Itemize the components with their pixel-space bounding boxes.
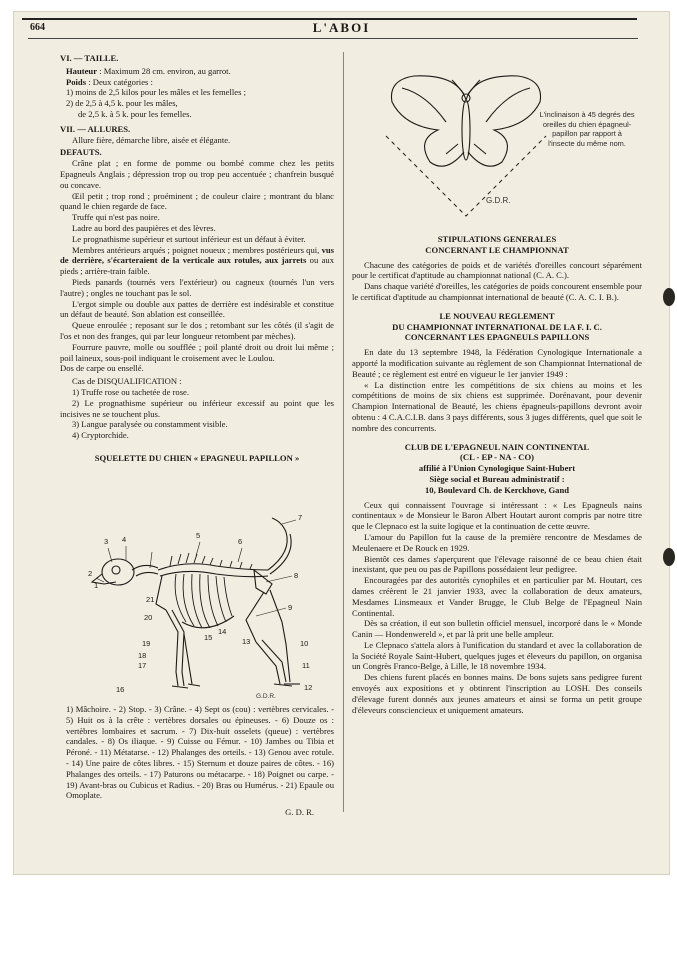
club-paragraph: Ceux qui connaissent l'ouvrage si intéressant : « Les Epagneuls nains continentaux » de Monsieur le Baron Albert Houtart auront compris par notre titre que le Clepnaco est la suite logique et la continuation de cette œuvre. [352, 499, 642, 532]
disqualification-item: 4) Cryptorchide. [72, 430, 129, 441]
defaut-paragraph: Le prognathisme supérieur et surtout inférieur est un défaut à éviter. [72, 233, 306, 244]
disqualification-item: 1) Truffe rose ou tachetée de rose. [72, 386, 190, 397]
defaut-paragraph: Fourrure pauvre, molle ou soufflée ; poil planté droit ou droit lui même ; poil laineux, sous-poil indiquant le croisement avec le Loulou. [60, 341, 334, 363]
skeleton-label: 4 [122, 535, 127, 544]
hauteur-label: Hauteur [66, 65, 98, 76]
club-paragraph: L'amour du Papillon fut la cause de la première rencontre de Mesdames de Meulenaere et De Rouck en 1929. [352, 531, 642, 553]
reglement-subtitle-2: CONCERNANT LES EPAGNEULS PAPILLONS [404, 332, 590, 343]
defaut-paragraph: Truffe qui n'est pas noire. [72, 212, 160, 223]
header-rule-bottom [28, 38, 638, 39]
poids-item-2a: 2) de 2,5 à 4,5 k. pour les mâles, [66, 98, 178, 109]
defaut-paragraph: Œil petit ; trop rond ; proéminent ; de couleur claire ; montrant du blanc quand le chien regarde de face. [60, 190, 334, 212]
skeleton-label: 7 [298, 513, 303, 522]
poids-line [60, 77, 334, 88]
skeleton-label: 5 [196, 531, 201, 540]
skeleton-label: 16 [116, 685, 125, 694]
stipulations-paragraph: Dans chaque variété d'oreilles, les catégories de poids concourent ensemble pour le certificat d'aptitude au championnat international de beauté (C. A. C. I. B.). [352, 281, 642, 302]
left-column [60, 53, 334, 464]
skeleton-signature: G.D.R. [256, 693, 276, 700]
club-paragraph: Le Clepnaco s'attela alors à l'unification du standard et avec la collaboration de la Société Royale Saint-Hubert, quelques juges et éleveurs du papillon, on organisa un Congrès Franco-Belge, à Lille, le 18 novembre 1934. [352, 639, 642, 672]
club-acronym: (CL - EP - NA - CO) [460, 452, 534, 463]
skeleton-label: 11 [302, 661, 310, 670]
skeleton-label: 14 [218, 627, 227, 636]
skeleton-label: 3 [104, 537, 109, 546]
stipulations-paragraph: Chacune des catégories de poids et de variétés d'oreilles concourt séparément pour le certificat d'aptitude au championnat national (C. A. C.). [352, 259, 642, 281]
club-title: CLUB DE L'EPAGNEUL NAIN CONTINENTAL [404, 441, 590, 452]
skeleton-label: 13 [242, 637, 251, 646]
defaut-paragraph: Queue enroulée ; reposant sur le dos ; retombant sur les côtés (il s'agit de l'os et non des franges, qui par leur longueur retombent par mèches). [60, 320, 334, 341]
skeleton-label: 18 [138, 651, 147, 660]
poids-label: Poids [66, 76, 87, 87]
club-address: 10, Boulevard Ch. de Kerckhove, Gand [424, 484, 570, 495]
skeleton-label: 8 [294, 571, 299, 580]
skeleton-label: 10 [300, 639, 309, 648]
signature: G. D. R. [285, 807, 314, 818]
skeleton-label: 15 [204, 633, 213, 642]
butterfly-ears-illustration [386, 70, 546, 220]
stipulations-subtitle: CONCERNANT LE CHAMPIONNAT [425, 244, 569, 255]
skeleton-legend [60, 704, 334, 818]
poids-item-1: 1) moins de 2,5 kilos pour les mâles et les femelles ; [66, 87, 246, 98]
butterfly-signature: G.D.R. [486, 196, 511, 205]
skeleton-label: 6 [238, 537, 243, 546]
skeleton-label: 1 [94, 581, 99, 590]
club-paragraph: Dès sa création, il eut son bulletin officiel mensuel, incorporé dans le « Monde Canin — Hondenwereld », et par là prit une belle ampleur. [352, 618, 642, 640]
skeleton-title: SQUELETTE DU CHIEN « EPAGNEUL PAPILLON » [94, 452, 300, 463]
allures-text: Allure fière, démarche libre, aisée et élégante. [72, 134, 231, 145]
defaut-paragraph: Dos de carpe ou ensellé. [60, 363, 144, 374]
skeleton-legend-text: 1) Mâchoire. - 2) Stop. - 3) Crâne. - 4) Sept os (cou) : vertèbres cervicales. - 5) Huit os à la crête : vertèbres dorsales ou épineuses. - 6) Douze os : vertèbres lombaires et sacrum. - 7) Dix-huit osselets (queue) : vertèbres candales. - 8) Os iliaque. - 9) Cuisse ou Fémur. - 10) Jambes ou Tibia et Péroné. - 11) Métatarse. - 12) Phalanges des orteils. - 13) Genou avec rotule. - 14) Une paire de côtes libres. - 15) Sternum et douze paires de côtes. - 16) Phalanges des orteils. - 17) Paturons ou métacarpe. - 18) Poignet ou carpe. - 19) Avant-bras ou Cubicus et Radius. - 20) Bras ou Humérus. - 21) Epaule ou Omoplate. [66, 704, 334, 801]
stipulations-title: STIPULATIONS GENERALES [437, 234, 557, 244]
butterfly-caption: L'inclinaison à 45 degrés des oreilles du chien épagneul-papillon par rapport à l'insecte du même nom. [539, 110, 635, 148]
poids-item-2b: de 2,5 k. à 5 k. pour les femelles. [78, 108, 192, 119]
membres-paragraph [60, 245, 334, 277]
reglement-title: LE NOUVEAU REGLEMENT [439, 310, 555, 321]
defauts-heading: DEFAUTS. [60, 147, 102, 158]
right-column [352, 234, 642, 715]
defaut-paragraph: L'ergot simple ou double aux pattes de derrière est indésirable et constitue un défaut de beauté. Son ablation est conseillée. [60, 298, 334, 320]
skeleton-label: 17 [138, 661, 147, 670]
defaut-paragraph: Pieds panards (tournés vers l'extérieur) ou cagneux (tournés l'un vers l'autre) ; ongles ne touchant pas le sol. [60, 276, 334, 298]
journal-title: L'ABOI [312, 20, 371, 35]
binding-hole [663, 288, 675, 306]
hauteur-text: : Maximum 28 cm. environ, au garrot. [99, 65, 231, 76]
disqualification-item: 3) Langue paralysée ou constamment visible. [72, 419, 228, 430]
poids-text: : Deux catégories : [88, 76, 153, 87]
club-paragraph: Des chiens furent placés en bonnes mains. De bons sujets sans pedigree furent envoyés aux expositions et y obtinrent l'inscription au LOSH. Des conseils d'élevage furent donnés aux jeunes amateurs et ainsi se forma un petit groupe d'éleveurs consciencieux et uniquement amateurs. [352, 672, 642, 715]
skeleton-label: 19 [142, 639, 151, 648]
club-paragraph: Bientôt ces dames s'aperçurent que l'élevage raisonné de ce beau chien était inexistant, que peu ou pas de Papillons possédaient leur pedigree. [352, 553, 642, 575]
club-affiliation: affilié à l'Union Cynologique Saint-Hubert [418, 463, 576, 474]
reglement-paragraph: En date du 13 septembre 1948, la Fédération Cynologique Internationale a apporté la modification suivante au règlement de son Championnat International de Beauté ; ce règlement est entré en vigueur le 1er janvier 1949 : [352, 347, 642, 379]
binding-hole [663, 548, 675, 566]
defaut-paragraph: Ladre au bord des paupières et des lèvres. [72, 222, 216, 233]
column-divider [343, 52, 344, 812]
defaut-paragraph: Crâne plat ; en forme de pomme ou bombé comme chez les petits Epagneuls Anglais ; dépression trop ou trop peu accentuée ; chanfrein busqué ou concave. [60, 158, 334, 190]
skeleton-label: 20 [144, 613, 153, 622]
disqualification-heading: Cas de DISQUALIFICATION : [72, 376, 182, 387]
membres-text-b: ou aux pieds ; arrière-train faible. [60, 255, 334, 277]
membres-text-a: Membres antérieurs arqués ; poignet noueux ; membres postérieurs qui, [72, 244, 320, 255]
skeleton-label: 21 [146, 595, 155, 604]
club-paragraph: Encouragées par des autorités cynophiles et en particulier par M. Houtart, ces dames créèrent le 21 janvier 1933, avec la collaboration de deux amateurs, Mesdames Linsmeaux et Vander Brugge, le Club Belge de l'Epagneul Nain Continental. [352, 575, 642, 618]
hauteur-line [60, 66, 334, 77]
skeleton-label: 2 [88, 569, 93, 578]
taille-heading: VI. — TAILLE. [60, 53, 119, 63]
reglement-subtitle: DU CHAMPIONNAT INTERNATIONAL DE LA F. I. C. [392, 321, 602, 332]
membres-text-bold: vus de derrière, s'écarteraient de la verticale aux rotules, aux jarrets [60, 244, 334, 266]
skeleton-label: 12 [304, 683, 313, 692]
skeleton-label: 9 [288, 603, 293, 612]
reglement-paragraph: « La distinction entre les compétitions de six chiens au moins et les compétitions de moins de six chiens est supprimée. Dorénavant, pour devenir Champion International de Beauté, les chiens épagneuls-papillons devront avoir obtenu : 4 C.A.C.I.B. dans 3 pays différents, sous 3 juges différents, quel que soit le nombre des concurrents. [352, 379, 642, 433]
allures-heading: VII. — ALLURES. [60, 123, 131, 134]
disqualification-item: 2) Le prognathisme supérieur ou inférieur excessif au point que les incisives ne se touchent plus. [60, 397, 334, 419]
page-number: 664 [30, 22, 45, 33]
dog-skeleton-illustration [86, 512, 336, 698]
club-seat: Siège social et Bureau administratif : [429, 473, 565, 484]
